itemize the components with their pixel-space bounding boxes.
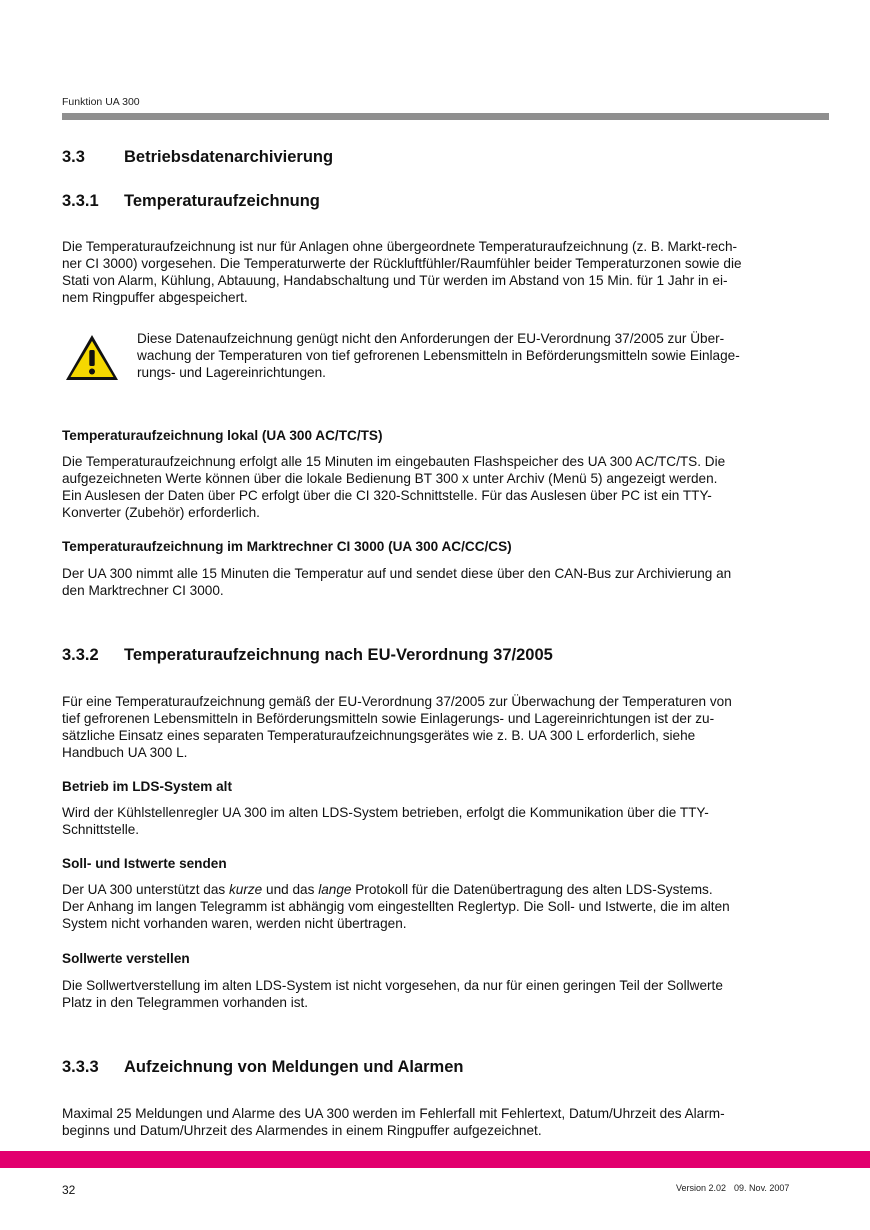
paragraph-marktrechner xyxy=(62,565,800,599)
text-line: beginns und Datum/Uhrzeit des Alarmendes in einem Ringpuffer aufgezeichnet. xyxy=(62,1123,542,1138)
paragraph-lds-system xyxy=(62,804,800,838)
emphasis-lange: lange xyxy=(318,882,352,897)
header-divider xyxy=(62,113,829,120)
text-line: Der UA 300 nimmt alle 15 Minuten die Temperatur auf und sendet diese über den CAN-Bus zur Archivierung an xyxy=(62,566,732,581)
subheading-soll-istwerte: Soll- und Istwerte senden xyxy=(62,856,227,871)
paragraph-lokal xyxy=(62,453,800,521)
text-line: nem Ringpuffer abgespeichert. xyxy=(62,290,248,305)
text-line: ner CI 3000) vorgesehen. Die Temperaturwerte der Rückluftfühler/Raumfühler beider Temperaturzonen sowie die xyxy=(62,256,742,271)
section-heading-3-3-1 xyxy=(62,192,320,211)
section-number: 3.3.2 xyxy=(62,646,99,664)
section-heading-3-3-2 xyxy=(62,646,553,665)
subheading-sollwerte-verstellen: Sollwerte verstellen xyxy=(62,951,190,966)
paragraph-intro xyxy=(62,238,800,306)
section-title: Temperaturaufzeichnung xyxy=(124,192,320,210)
text-line: Ein Auslesen der Daten über PC erfolgt über die CI 320-Schnittstelle. Für das Auslesen über PC ist ein TTY- xyxy=(62,488,712,503)
subheading-lds-system: Betrieb im LDS-System alt xyxy=(62,779,232,794)
paragraph-soll-istwerte xyxy=(62,881,800,932)
text-line: Die Temperaturaufzeichnung ist nur für Anlagen ohne übergeordnete Temperaturaufzeichnung (z. B. Markt-rech- xyxy=(62,239,738,254)
warning-triangle-icon xyxy=(64,333,120,383)
section-title: Aufzeichnung von Meldungen und Alarmen xyxy=(124,1058,464,1076)
version-date: 09. Nov. 2007 xyxy=(734,1183,790,1193)
running-header: Funktion UA 300 xyxy=(62,96,140,108)
text-line: rungs- und Lagereinrichtungen. xyxy=(137,365,326,380)
text-line: wachung der Temperaturen von tief gefrorenen Lebensmitteln in Beförderungsmitteln sowie Einlage- xyxy=(137,348,740,363)
section-title: Betriebsdatenarchivierung xyxy=(124,148,334,166)
text-line: Wird der Kühlstellenregler UA 300 im alten LDS-System betrieben, erfolgt die Kommunikation über die TTY- xyxy=(62,805,709,820)
footer-accent-bar xyxy=(0,1151,870,1168)
text-line: sätzliche Einsatz eines separaten Temperaturaufzeichnungsgerätes wie z. B. UA 300 L erforderlich, siehe xyxy=(62,728,696,743)
text-line: aufgezeichneten Werte können über die lokale Bedienung BT 300 x unter Archiv (Menü 5) angezeigt werden. xyxy=(62,471,718,486)
section-number: 3.3 xyxy=(62,148,85,166)
text-line: Die Temperaturaufzeichnung erfolgt alle 15 Minuten im eingebauten Flashspeicher des UA 300 AC/TC/TS. Die xyxy=(62,454,726,469)
text-line: Für eine Temperaturaufzeichnung gemäß der EU-Verordnung 37/2005 zur Überwachung der Temperaturen von xyxy=(62,694,732,709)
text-line: Maximal 25 Meldungen und Alarme des UA 300 werden im Fehlerfall mit Fehlertext, Datum/Uhrzeit des Alarm- xyxy=(62,1106,725,1121)
subheading-lokal: Temperaturaufzeichnung lokal (UA 300 AC/TC/TS) xyxy=(62,428,383,443)
text-line: Die Sollwertverstellung im alten LDS-System ist nicht vorgesehen, da nur für einen geringen Teil der Sollwerte xyxy=(62,978,723,993)
text-line: Stati von Alarm, Kühlung, Abtauung, Handabschaltung und Tür werden im Abstand von 15 Min. für 1 Jahr in ei- xyxy=(62,273,728,288)
text-line: Diese Datenaufzeichnung genügt nicht den Anforderungen der EU-Verordnung 37/2005 zur Über- xyxy=(137,331,725,346)
text-line: Konverter (Zubehör) erforderlich. xyxy=(62,505,260,520)
subheading-marktrechner: Temperaturaufzeichnung im Marktrechner CI 3000 (UA 300 AC/CC/CS) xyxy=(62,539,512,554)
text-line: tief gefrorenen Lebensmitteln in Beförderungsmitteln sowie Einlagerungs- und Lagereinrichtungen ist der zu- xyxy=(62,711,715,726)
section-title: Temperaturaufzeichnung nach EU-Verordnung 37/2005 xyxy=(124,646,553,664)
version-label: Version 2.02 xyxy=(676,1183,727,1193)
text-line: System nicht vorhanden waren, werden nicht übertragen. xyxy=(62,916,407,931)
warning-note xyxy=(137,330,805,381)
text-line: Der Anhang im langen Telegramm ist abhängig vom eingestellten Reglertyp. Die Soll- und Istwerte, die im alten xyxy=(62,899,730,914)
paragraph-meldungen xyxy=(62,1105,800,1139)
section-number: 3.3.3 xyxy=(62,1058,99,1076)
version-info xyxy=(676,1183,789,1193)
text-line: Der UA 300 unterstützt das kurze und das lange Protokoll für die Datenübertragung des alten LDS-Systems. xyxy=(62,882,713,897)
section-number: 3.3.1 xyxy=(62,192,99,210)
text-line: Schnittstelle. xyxy=(62,822,140,837)
section-heading-3-3 xyxy=(62,148,333,167)
text-line: Handbuch UA 300 L. xyxy=(62,745,188,760)
section-heading-3-3-3 xyxy=(62,1058,463,1077)
emphasis-kurze: kurze xyxy=(229,882,263,897)
text-line: Platz in den Telegrammen vorhanden ist. xyxy=(62,995,309,1010)
text-line: den Marktrechner CI 3000. xyxy=(62,583,224,598)
paragraph-eu-verordnung xyxy=(62,693,800,761)
paragraph-sollwerte-verstellen xyxy=(62,977,800,1011)
page-number: 32 xyxy=(62,1183,76,1197)
